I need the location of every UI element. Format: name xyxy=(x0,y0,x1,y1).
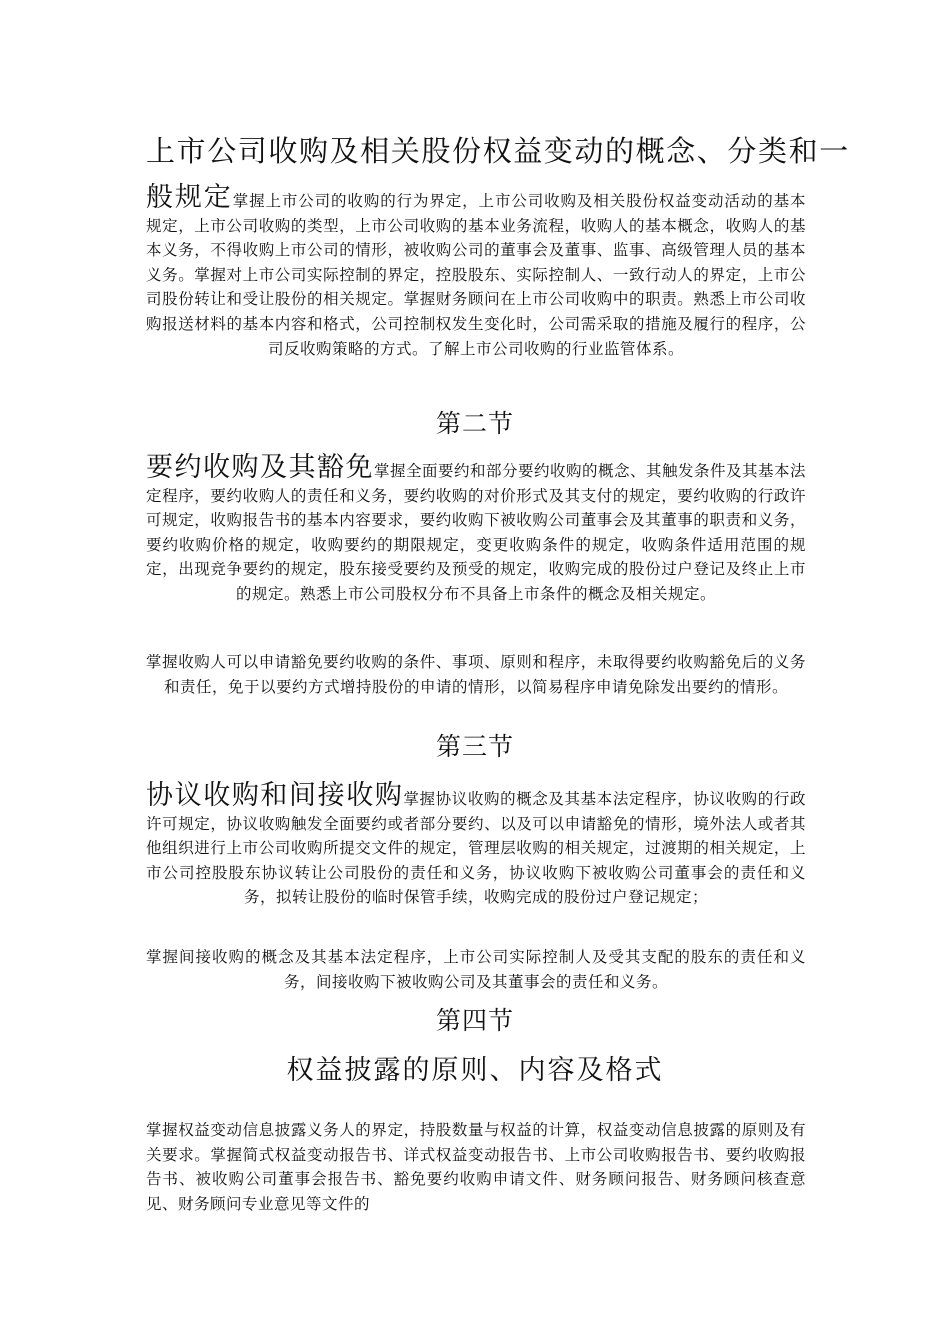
section3-body: 掌握协议收购的概念及其基本法定程序，协议收购的行政许可规定，协议收购触发全面要约或者部分要约、以及可以申请豁免的情形，境外法人或者其他组织进行上市公司收购所提交文件的规定，管理层收购的相关规定，过渡期的相关规定，上市公司控股股东协议转让公司股份的责任和义务，协议收购下被收购公司董事会的责任和义务，拟转让股份的临时保管手续，收购完成的股份过户登记规定； xyxy=(146,790,806,907)
section3-title: 协议收购和间接收购 xyxy=(146,780,404,811)
section1-body: 掌握上市公司的收购的行为界定，上市公司收购及相关股份权益变动活动的基本规定，上市公司收购的类型，上市公司收购的基本业务流程，收购人的基本概念，收购人的基本义务，不得收购上市公司的情形，被收购公司的董事会及董事、监事、高级管理人员的基本义务。掌握对上市公司实际控制的界定，控股股东、实际控制人、一致行动人的界定，上市公司股份转让和受让股份的相关规定。掌握财务顾问在上市公司收购中的职责。熟悉上市公司收购报送材料的基本内容和格式，公司控制权发生变化时，公司需采取的措施及履行的程序，公司反收购策略的方式。了解上市公司收购的行业监管体系。 xyxy=(146,192,807,358)
section3-paragraph xyxy=(146,780,806,910)
section3-heading: 第三节 xyxy=(435,732,514,761)
section4-title: 权益披露的原则、内容及格式 xyxy=(286,1055,664,1086)
section3-body-2: 掌握间接收购的概念及其基本法定程序，上市公司实际控制人及受其支配的股东的责任和义务，间接收购下被收购公司及其董事会的责任和义务。 xyxy=(146,948,806,991)
section2-paragraph xyxy=(146,452,807,607)
section2-body-2: 掌握收购人可以申请豁免要约收购的条件、事项、原则和程序，未取得要约收购豁免后的义务和责任，免于以要约方式增持股份的申请的情形，以简易程序申请免除发出要约的情形。 xyxy=(146,653,806,696)
section1-title-line1: 上市公司收购及相关股份权益变动的概念、分类和一 xyxy=(146,134,850,168)
section1-paragraph xyxy=(146,182,807,361)
section1-title-line2: 般规定 xyxy=(146,182,233,213)
section4-heading: 第四节 xyxy=(435,1006,514,1035)
section2-body: 掌握全面要约和部分要约收购的概念、其触发条件及其基本法定程序，要约收购人的责任和义务，要约收购的对价形式及其支付的规定，要约收购的行政许可规定，收购报告书的基本内容要求，要约收购下被收购公司董事会及其董事的职责和义务，要约收购价格的规定，收购要约的期限规定，变更收购条件的规定，收购条件适用范围的规定，出现竞争要约的规定，股东接受要约及预受的规定，收购完成的股份过户登记及终止上市的规定。熟悉上市公司股权分布不具备上市条件的概念及相关规定。 xyxy=(146,462,807,603)
section2-title: 要约收购及其豁免 xyxy=(146,452,374,483)
section2-heading: 第二节 xyxy=(435,409,514,438)
section4-body: 掌握权益变动信息披露义务人的界定，持股数量与权益的计算，权益变动信息披露的原则及有关要求。掌握简式权益变动报告书、详式权益变动报告书、上市公司收购报告书、要约收购报告书、被收购公司董事会报告书、豁免要约收购申请文件、财务顾问报告、财务顾问核查意见、财务顾问专业意见等文件的 xyxy=(146,1121,806,1213)
